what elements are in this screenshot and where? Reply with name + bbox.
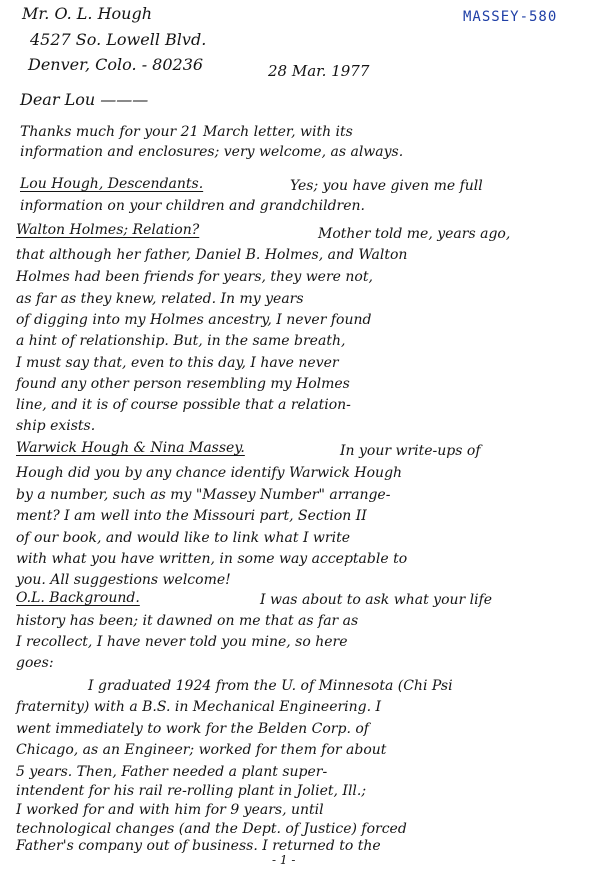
walton-line-3: Holmes had been friends for years, they were not, (16, 269, 373, 285)
background-line-8: Chicago, as an Engineer; worked for them for about (16, 742, 387, 758)
warwick-line-7: you. All suggestions welcome! (16, 572, 231, 588)
background-line-13: Father's company out of business. I returned to the (16, 838, 381, 854)
intro-line-2: information and enclosures; very welcome, as always. (20, 144, 404, 160)
descendants-line-2: information on your children and grandchildren. (20, 198, 366, 214)
collection-stamp: MASSEY-580 (463, 9, 558, 25)
warwick-line-4: ment? I am well into the Missouri part, Section II (16, 508, 367, 524)
background-line-2: history has been; it dawned on me that as far as (16, 613, 359, 629)
sender-city: Denver, Colo. - 80236 (28, 55, 204, 74)
descendants-line-1: Yes; you have given me full (290, 178, 483, 194)
walton-line-4: as far as they knew, related. In my years (16, 291, 304, 307)
heading-walton: Walton Holmes; Relation? (16, 222, 200, 238)
salutation: Dear Lou ——— (20, 90, 149, 109)
walton-line-2: that although her father, Daniel B. Holmes, and Walton (16, 247, 408, 263)
letter-date: 28 Mar. 1977 (268, 62, 370, 80)
background-line-10: intendent for his rail re-rolling plant in Joliet, Ill.; (16, 783, 367, 799)
background-line-5: I graduated 1924 from the U. of Minnesota (Chi Psi (88, 678, 453, 694)
intro-line-1: Thanks much for your 21 March letter, with its (20, 124, 353, 140)
walton-line-5: of digging into my Holmes ancestry, I never found (16, 312, 372, 328)
sender-name: Mr. O. L. Hough (22, 4, 153, 23)
walton-line-10: ship exists. (16, 418, 96, 434)
heading-background: O.L. Background. (16, 590, 140, 606)
background-line-9: 5 years. Then, Father needed a plant super- (16, 764, 328, 780)
walton-line-7: I must say that, even to this day, I have never (16, 355, 339, 371)
background-line-11: I worked for and with him for 9 years, until (16, 802, 324, 818)
sender-street: 4527 So. Lowell Blvd. (30, 30, 207, 49)
walton-line-9: line, and it is of course possible that a relation- (16, 397, 351, 413)
background-line-3: I recollect, I have never told you mine, so here (16, 634, 348, 650)
warwick-line-5: of our book, and would like to link what I write (16, 530, 350, 546)
walton-line-1: Mother told me, years ago, (318, 226, 511, 242)
warwick-line-6: with what you have written, in some way acceptable to (16, 551, 408, 567)
warwick-line-1: In your write-ups of (340, 443, 481, 459)
background-line-6: fraternity) with a B.S. in Mechanical Engineering. I (16, 699, 382, 715)
warwick-line-2: Hough did you by any chance identify Warwick Hough (16, 465, 403, 481)
walton-line-8: found any other person resembling my Holmes (16, 376, 350, 392)
heading-warwick: Warwick Hough & Nina Massey. (16, 440, 245, 456)
background-line-4: goes: (16, 655, 54, 671)
background-line-7: went immediately to work for the Belden Corp. of (16, 721, 369, 737)
warwick-line-3: by a number, such as my "Massey Number" arrange- (16, 487, 391, 503)
heading-descendants: Lou Hough, Descendants. (20, 176, 204, 192)
walton-line-6: a hint of relationship. But, in the same breath, (16, 333, 346, 349)
page-number: - 1 - (272, 853, 296, 867)
background-line-12: technological changes (and the Dept. of Justice) forced (16, 821, 407, 837)
background-line-1: I was about to ask what your life (260, 592, 493, 608)
